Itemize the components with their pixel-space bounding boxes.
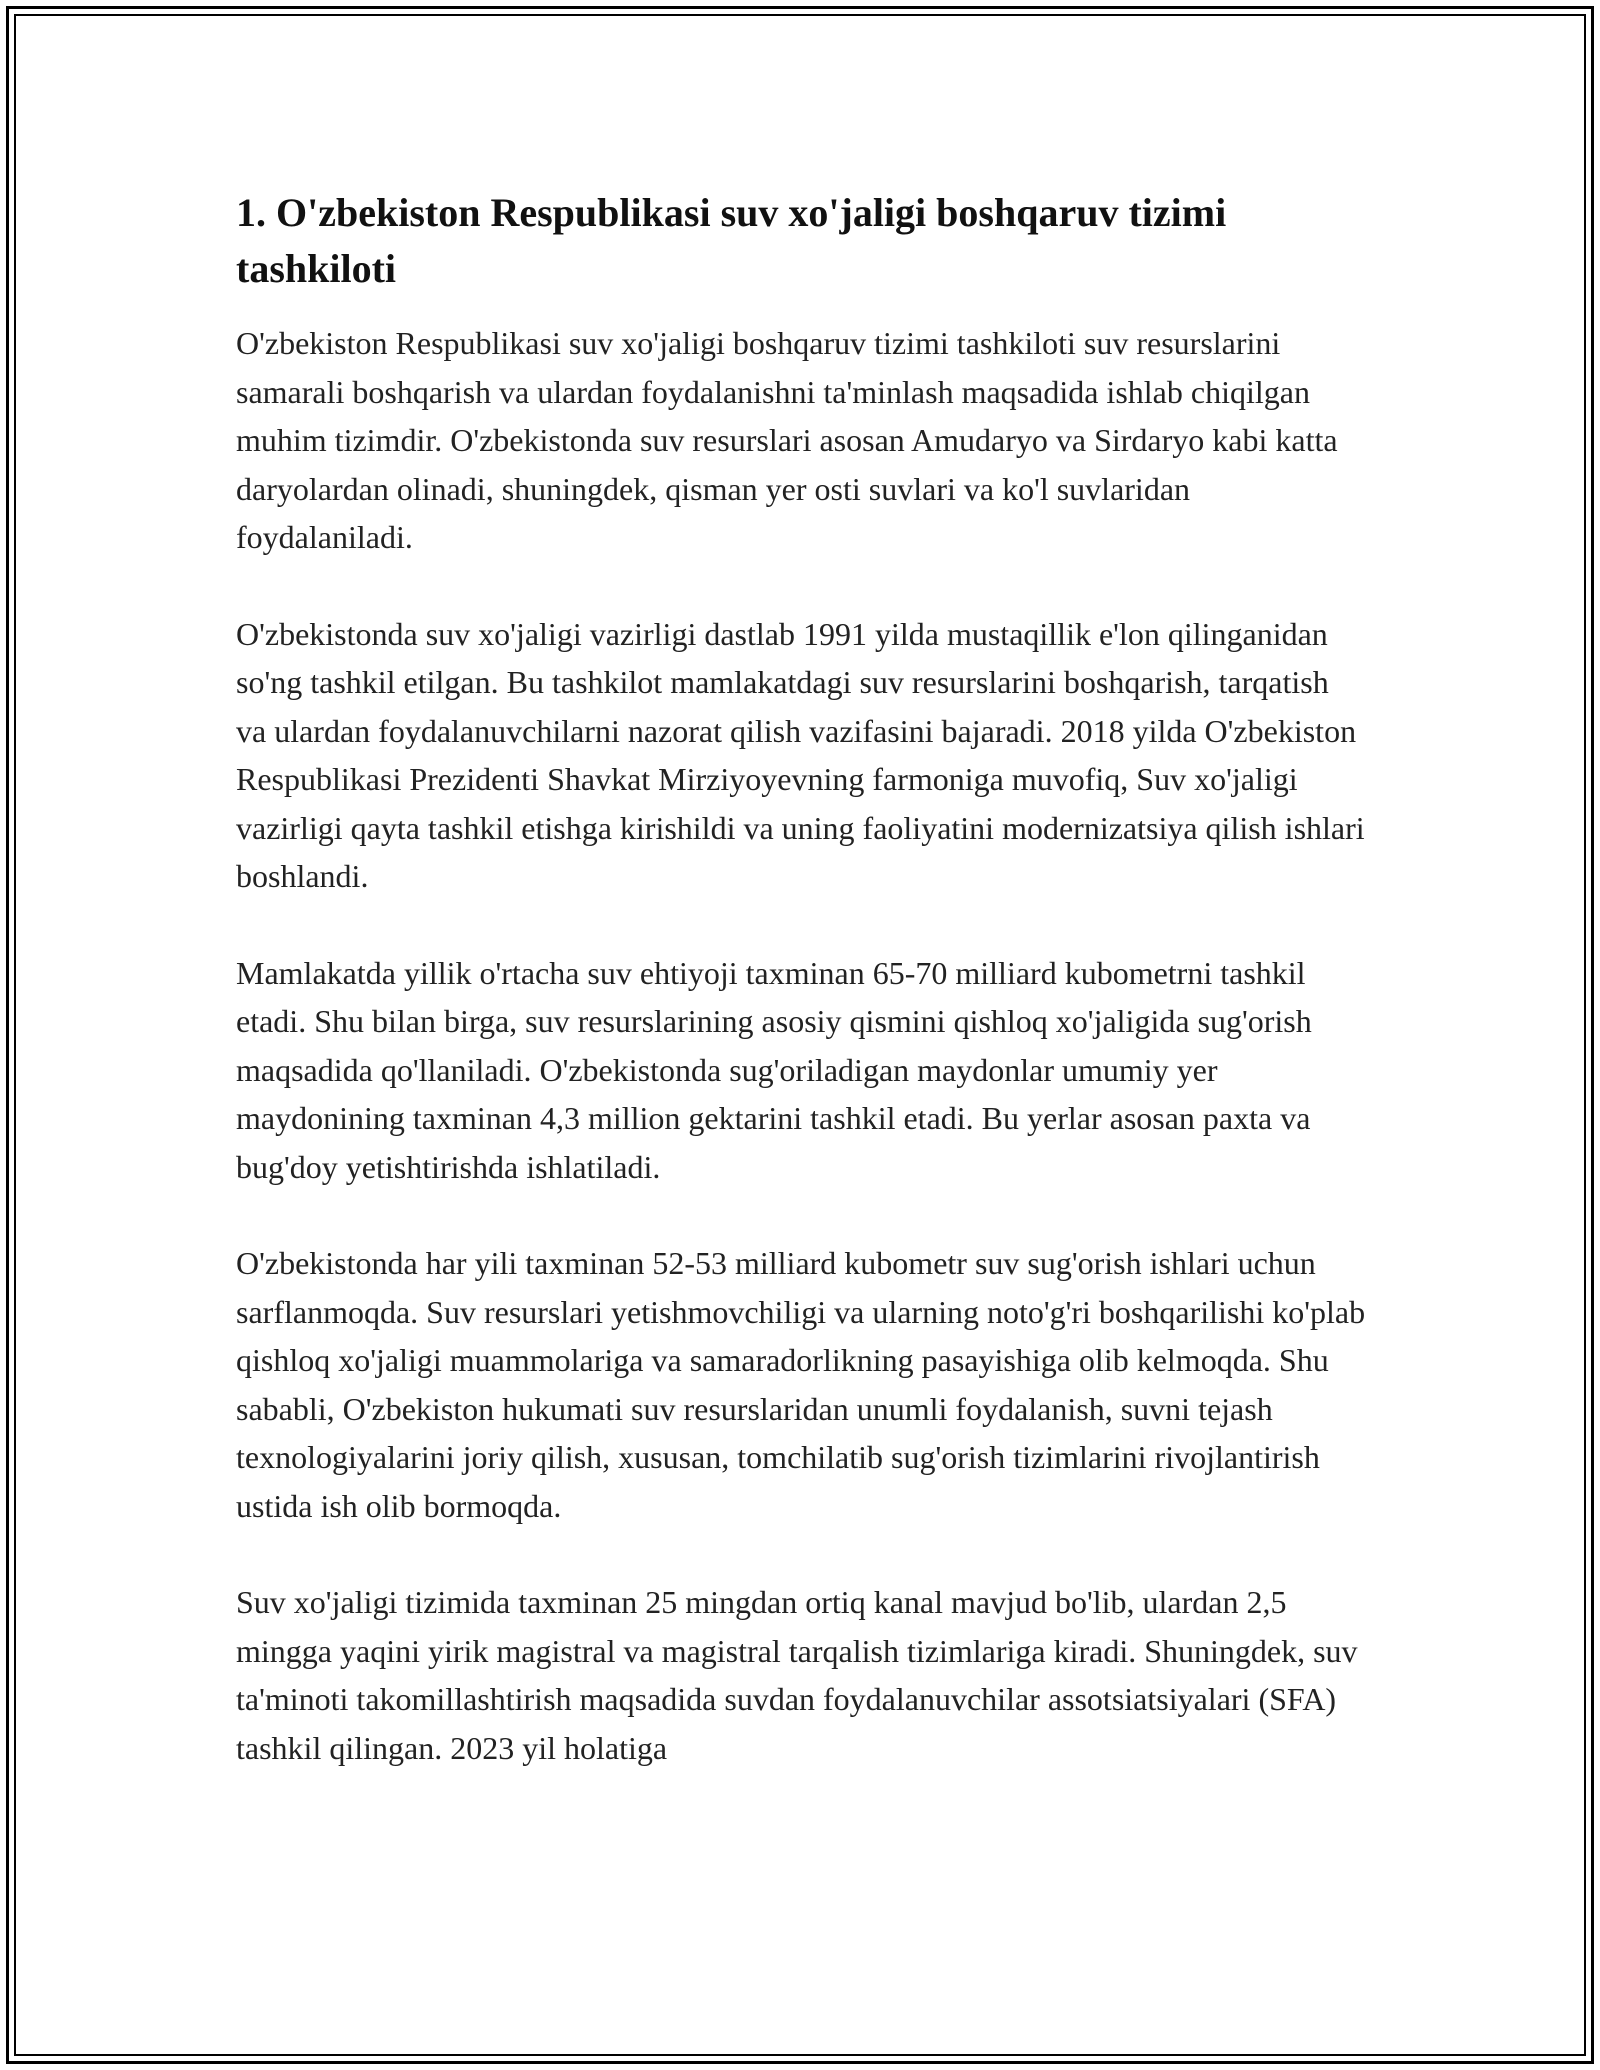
paragraph-1: O'zbekiston Respublikasi suv xo'jaligi boshqaruv tizimi tashkiloti suv resurslarini samarali boshqarish va ulardan foydalanishni ta'minlash maqsadida ishlab chiqilgan muhim tizimdir. O'zbekistonda suv resurslari asosan Amudaryo va Sirdaryo kabi katta daryolardan olinadi, shuningdek, qisman yer osti suvlari va ko'l suvlaridan foydalaniladi. <box>236 325 1338 555</box>
section-heading: 1. O'zbekiston Respublikasi suv xo'jaligi boshqaruv tizimi tashkiloti <box>236 190 1227 291</box>
paragraph-3: Mamlakatda yillik o'rtacha suv ehtiyoji taxminan 65-70 milliard kubometrni tashkil etadi. Shu bilan birga, suv resurslarining asosiy qismini qishloq xo'jaligida sug'orish maqsadida qo'llaniladi. O'zbekistonda sug'oriladigan maydonlar umumiy yer maydonining taxminan 4,3 million gektarini tashkil etadi. Bu yerlar asosan paxta va bug'doy yetishtirishda ishlatiladi. <box>236 954 1312 1185</box>
paragraph-5: Suv xo'jaligi tizimida taxminan 25 mingdan ortiq kanal mavjud bo'lib, ulardan 2,5 mingga yaqini yirik magistral va magistral tarqalish tizimlariga kiradi. Shuningdek, suv ta'minoti takomillashtirish maqsadida suvdan foydalanuvchilar assotsiatsiyalari (SFA) tashkil qilingan. 2023 yil holatiga <box>236 1584 1358 1766</box>
document-body <box>236 185 1366 1820</box>
paragraph-2: O'zbekistonda suv xo'jaligi vazirligi dastlab 1991 yilda mustaqillik e'lon qilinganidan so'ng tashkil etilgan. Bu tashkilot mamlakatdagi suv resurslarini boshqarish, tarqatish va ulardan foydalanuvchilarni nazorat qilish vazifasini bajaradi. 2018 yilda O'zbekiston Respublikasi Prezidenti Shavkat Mirziyoyevning farmoniga muvofiq, Suv xo'jaligi vazirligi qayta tashkil etishga kirishildi va uning faoliyatini modernizatsiya qilish ishlari boshlandi. <box>236 615 1365 894</box>
paragraph-4: O'zbekistonda har yili taxminan 52-53 milliard kubometr suv sug'orish ishlari uchun sarflanmoqda. Suv resurslari yetishmovchiligi va ularning noto'g'ri boshqarilishi ko'plab qishloq xo'jaligi muammolariga va samaradorlikning pasayishiga olib kelmoqda. Shu sababli, O'zbekiston hukumati suv resurslaridan unumli foydalanish, suvni tejash texnologiyalarini joriy qilish, xususan, tomchilatib sug'orish tizimlarini rivojlantirish ustida ish olib bormoqda. <box>236 1245 1366 1524</box>
